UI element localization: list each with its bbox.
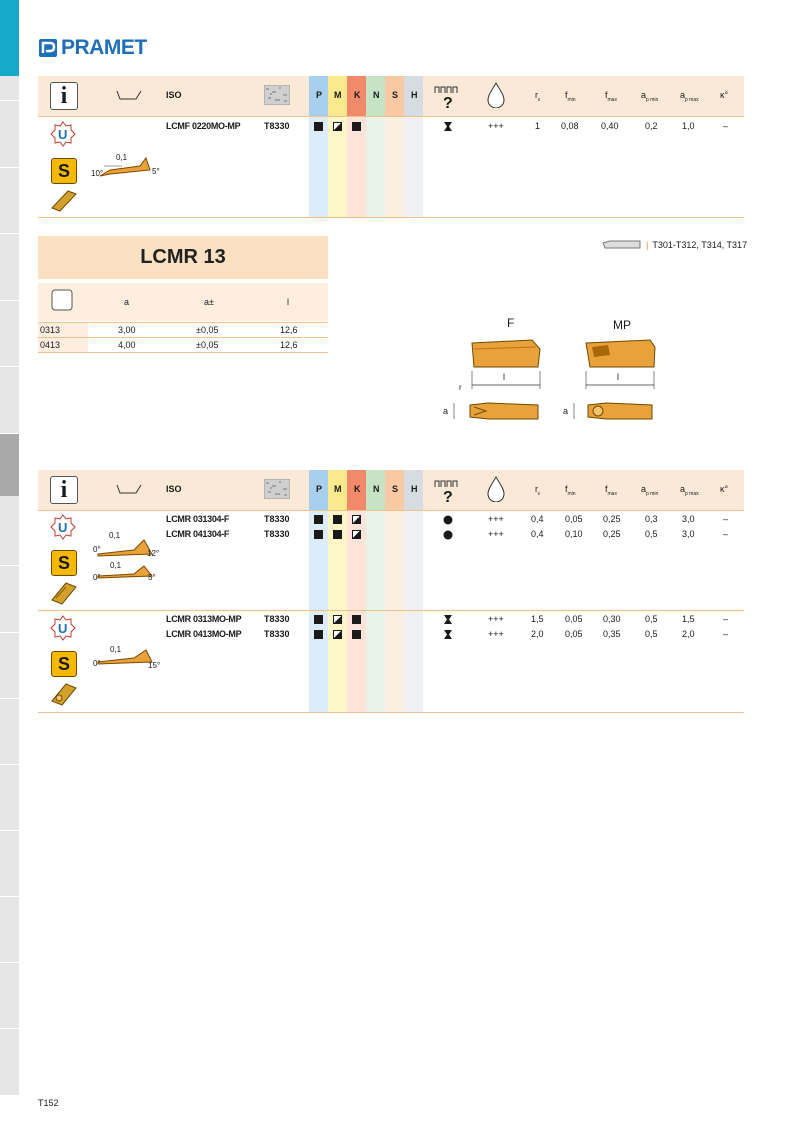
grade: T8330 — [264, 121, 290, 131]
header-dim-atol: a± — [204, 297, 214, 307]
insert-square-icon — [51, 289, 73, 311]
header-dim-a: a — [124, 297, 130, 307]
chipbreaker-symbol-icon — [443, 629, 453, 640]
header-dim-l: l — [287, 297, 289, 307]
header-s: S — [392, 484, 399, 494]
insert-dimension-drawing — [440, 335, 670, 435]
profile-angle-left: 10° — [91, 169, 104, 178]
chipbreaker-symbol-icon — [443, 614, 453, 625]
grade-texture-icon — [264, 85, 290, 105]
header-kappa: κ° — [720, 90, 729, 100]
header-iso: ISO — [166, 90, 182, 100]
header-s: S — [392, 90, 399, 100]
info-icon: i — [50, 82, 78, 110]
header-m: M — [334, 484, 342, 494]
table-lcmf — [38, 76, 744, 218]
dimension-row: 0313 3,00 ±0,05 12,6 — [38, 323, 328, 338]
header-apmax: $a_{p max}$ — [680, 484, 699, 497]
label-mp: MP — [613, 318, 631, 332]
pramet-logo-icon — [38, 38, 58, 58]
chip-breaker-icon — [434, 83, 460, 111]
r-value: 1 — [535, 121, 541, 131]
s-badge-icon: S — [51, 651, 77, 677]
header-r: $r_\varepsilon$ — [535, 484, 541, 497]
info-icon: i — [50, 476, 78, 504]
svg-text:?: ? — [443, 95, 453, 111]
apmax-value: 1,0 — [682, 121, 695, 131]
dim-label-l-f: l — [503, 372, 505, 382]
s-badge-icon: S — [51, 158, 77, 184]
chip-breaker-icon — [434, 477, 460, 505]
header-h: H — [411, 90, 418, 100]
s-badge-icon: S — [51, 550, 77, 576]
application: +++ — [488, 121, 504, 131]
svg-text:U: U — [58, 127, 68, 142]
kappa-value: – — [723, 121, 729, 131]
svg-text:U: U — [58, 621, 68, 636]
chipbreaker-symbol-icon — [443, 121, 453, 132]
section-title: LCMR 13 — [38, 236, 328, 279]
apmin-value: 0,2 — [645, 121, 658, 131]
dim-label-r: r — [459, 383, 462, 392]
header-fmin: $f_{min}$ — [565, 90, 576, 103]
header-apmax: $a_{p max}$ — [680, 90, 699, 103]
profile-chamfer: 0,1 — [116, 153, 128, 162]
label-f: F — [507, 316, 515, 330]
dim-label-a-mp: a — [563, 406, 569, 416]
pramet-logo — [38, 36, 147, 60]
dim-label-a-f: a — [443, 406, 449, 416]
dimension-row: 0413 4,00 ±0,05 12,6 — [38, 338, 328, 353]
header-fmin: $f_{min}$ — [565, 484, 576, 497]
u-badge-icon — [50, 514, 76, 540]
fmax-value: 0,40 — [601, 121, 619, 131]
coolant-drop-icon — [487, 82, 505, 108]
holder-list: T301-T312, T314, T317 — [652, 240, 748, 250]
header-fmax: $f_{max}$ — [605, 90, 617, 103]
current-section-tab — [0, 434, 19, 496]
header-k: K — [354, 484, 361, 494]
header-n: N — [373, 484, 380, 494]
profile-angle-right: 5° — [152, 167, 160, 176]
p-rating-full — [314, 122, 323, 131]
page-number: T152 — [38, 1098, 59, 1108]
insert-illustration-icon — [50, 188, 78, 212]
active-section-tab — [0, 0, 19, 76]
header-m: M — [334, 90, 342, 100]
header-k: K — [354, 90, 361, 100]
header-apmin: $a_{p min}$ — [641, 90, 659, 103]
chipbreaker-symbol-icon — [443, 515, 453, 525]
iso-code: LCMF 0220MO-MP — [166, 121, 241, 131]
chipbreaker-symbol-icon — [443, 530, 453, 540]
header-h: H — [411, 484, 418, 494]
brand-name: PRAMET — [61, 36, 147, 59]
holder-icon — [602, 240, 642, 250]
header-kappa: κ° — [720, 484, 729, 494]
fmin-value: 0,08 — [561, 121, 579, 131]
coolant-drop-icon — [487, 476, 505, 502]
header-fmax: $f_{max}$ — [605, 484, 617, 497]
u-badge-icon — [50, 615, 76, 641]
dimension-header — [38, 283, 328, 321]
header-r: $r_\varepsilon$ — [535, 90, 541, 103]
header-apmin: $a_{p min}$ — [641, 484, 659, 497]
insert-illustration-icon — [50, 580, 78, 606]
table-lcmr: i ISO P M K N S H ? $r_\varepsilon$ $f_{min}$ $f_{max}$ $a_{p min}$ $a_{p max}$ κ° U S 0,1 0° 12° 0,1 0° 5° LCMR 031304-F T8330 +++ 0,4 0,05 0,25 0,3 3,0 – LCMR 041304-F T8330 +++ 0,4 0,10 0,25 0,5 3,0 – U S 0,1 0° 15° LCMR 0313MO-MP T8330 +++ 1,5 0,05 0,30 0,5 1,5 – LCMR 0413MO-MP T8330 +++ 2,0 0,05 0,35 0,5 2,0 – — [38, 470, 744, 713]
svg-text:?: ? — [443, 489, 453, 505]
holder-reference: | T301-T312, T314, T317 — [602, 240, 747, 250]
side-index-tabs — [0, 0, 19, 1095]
header-p: P — [316, 484, 323, 494]
k-rating-full — [352, 122, 361, 131]
header-p: P — [316, 90, 323, 100]
insert-shape-icon — [116, 90, 142, 100]
header-n: N — [373, 90, 380, 100]
dim-label-l-mp: l — [617, 372, 619, 382]
insert-illustration-icon — [50, 681, 78, 707]
insert-shape-icon — [116, 484, 142, 494]
svg-text:U: U — [58, 520, 68, 535]
header-iso: ISO — [166, 484, 182, 494]
u-badge-icon — [50, 121, 76, 147]
m-rating-half — [333, 122, 342, 131]
grade-texture-icon — [264, 479, 290, 499]
